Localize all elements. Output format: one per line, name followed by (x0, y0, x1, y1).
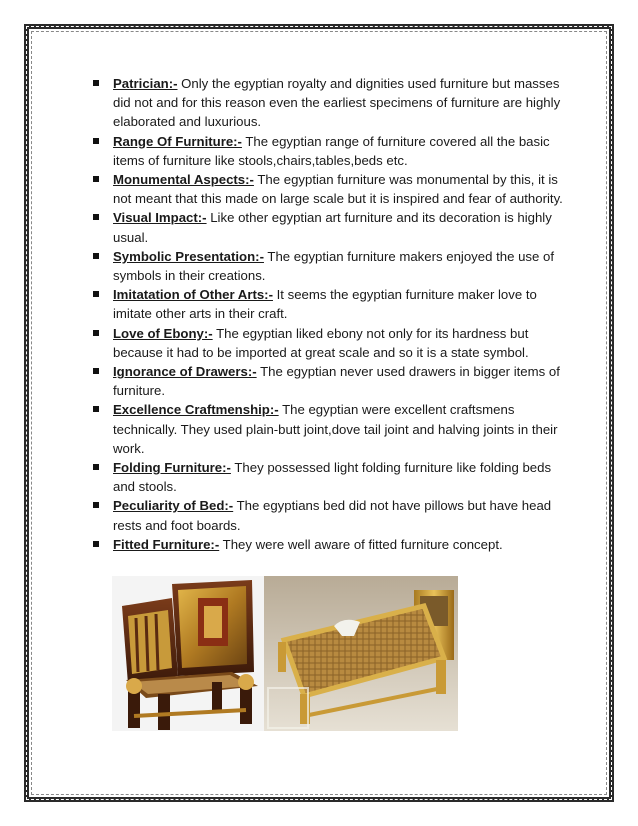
egyptian-bed-photo (264, 576, 458, 731)
square-bullet-icon (93, 176, 99, 182)
furniture-photos (112, 576, 458, 731)
item-term: Ignorance of Drawers:- (113, 364, 257, 380)
item-text: It seems the egyptian furniture maker love to imitate other arts in their craft. (113, 287, 537, 322)
list-item (92, 132, 564, 170)
item-text: Like other egyptian art furniture and its decoration is highly usual. (113, 210, 552, 245)
square-bullet-icon (93, 406, 99, 412)
list-item (92, 535, 564, 554)
list-item (92, 208, 564, 246)
item-text: They possessed light folding furniture like folding beds and stools. (113, 460, 552, 495)
item-term: Visual Impact:- (113, 210, 207, 226)
list-item (92, 285, 564, 323)
square-bullet-icon (93, 80, 99, 86)
square-bullet-icon (93, 464, 99, 470)
item-text: The egyptians bed did not have pillows but have head rests and foot boards. (113, 498, 552, 533)
item-term: Imitatation of Other Arts:- (113, 287, 273, 303)
item-text: Only the egyptian royalty and dignities used furniture but masses did not and for this reason even the earliest specimens of furniture are highly elaborated and luxurious. (113, 76, 561, 130)
square-bullet-icon (93, 541, 99, 547)
list-item (92, 496, 564, 534)
square-bullet-icon (93, 330, 99, 336)
list-item (92, 400, 564, 458)
item-term: Fitted Furniture:- (113, 536, 220, 552)
item-term: Range Of Furniture:- (113, 133, 242, 149)
list-item (92, 170, 564, 208)
item-text: The egyptian furniture was monumental by this, it is not meant that this made on large scale but it is inspired and fear of authority. (113, 172, 563, 207)
item-term: Folding Furniture:- (113, 460, 231, 476)
item-text: They were well aware of fitted furniture concept. (219, 536, 503, 552)
square-bullet-icon (93, 253, 99, 259)
square-bullet-icon (93, 138, 99, 144)
square-bullet-icon (93, 214, 99, 220)
square-bullet-icon (93, 368, 99, 374)
square-bullet-icon (93, 291, 99, 297)
list-item (92, 74, 564, 132)
list-item (92, 247, 564, 285)
item-text: The egyptian never used drawers in bigger items of furniture. (113, 364, 560, 399)
list-item (92, 324, 564, 362)
egyptian-chair-photo (112, 576, 264, 731)
item-term: Excellence Craftmenship:- (113, 402, 279, 418)
item-term: Symbolic Presentation:- (113, 248, 264, 264)
item-term: Monumental Aspects:- (113, 172, 254, 188)
square-bullet-icon (93, 502, 99, 508)
list-item (92, 458, 564, 496)
item-term: Peculiarity of Bed:- (113, 498, 234, 514)
list-item (92, 362, 564, 400)
item-text: The egyptian furniture makers enjoyed the use of symbols in their creations. (113, 248, 555, 284)
feature-list (92, 74, 564, 554)
item-text: The egyptian range of furniture covered all the basic items of furniture like stools,chairs,tables,beds etc. (113, 133, 550, 168)
item-term: Love of Ebony:- (113, 325, 213, 341)
item-term: Patrician:- (113, 76, 178, 91)
item-text: The egyptian were excellent craftsmens technically. They used plain-butt joint,dove tail joint and halving joints in their work. (113, 402, 558, 456)
item-text: The egyptian liked ebony not only for its hardness but because it had to be imported at great scale and so it is a state symbol. (113, 325, 529, 360)
